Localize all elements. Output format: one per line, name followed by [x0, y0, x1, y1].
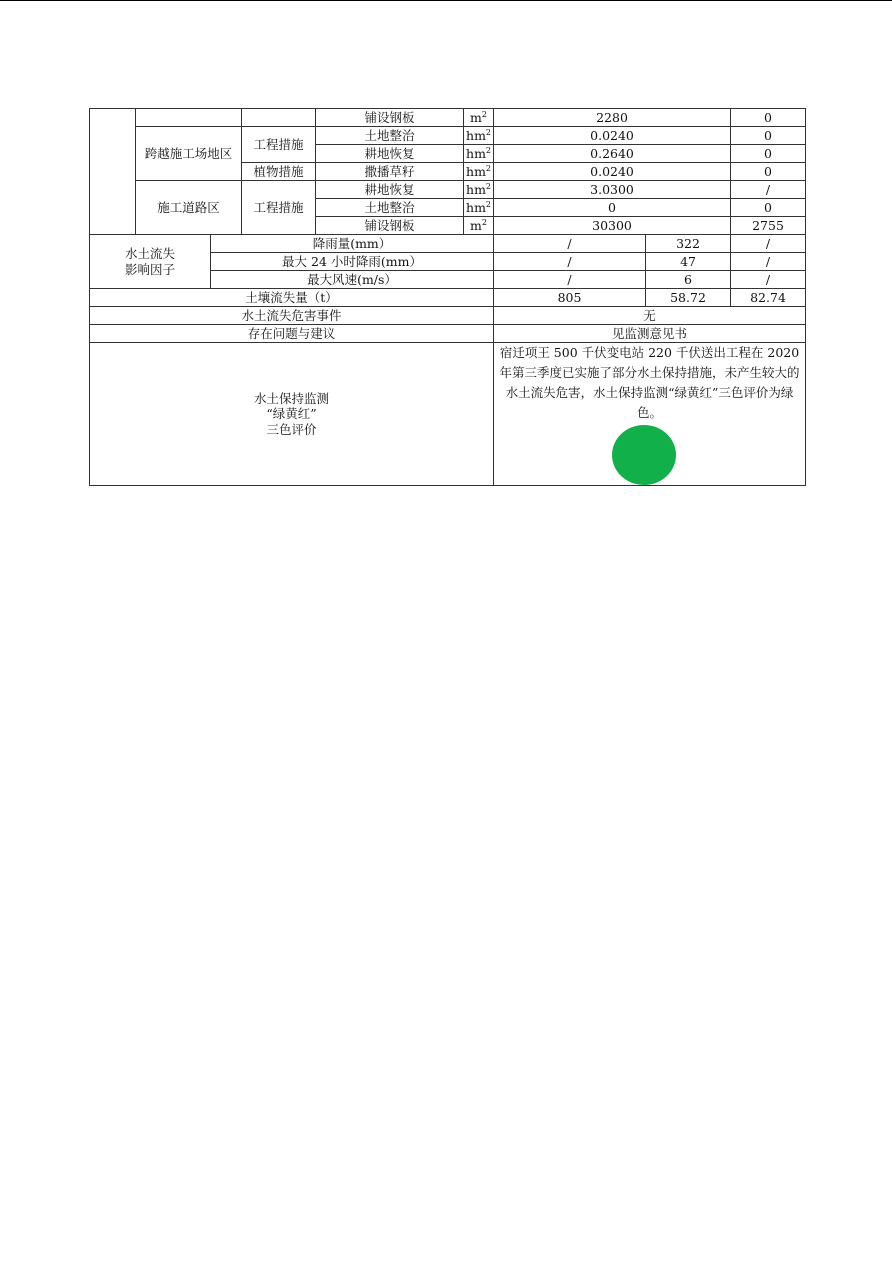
factor-label: 降雨量(mm）: [211, 235, 494, 253]
hazard-row: [90, 307, 806, 325]
unit-exponent: 2: [485, 163, 492, 173]
measure-item: 铺设钢板: [316, 109, 464, 127]
unit-base: hm: [466, 199, 486, 215]
soil-loss-value: 82.74: [731, 289, 806, 307]
factor-label: 最大风速(m/s）: [211, 271, 494, 289]
measure-row: [90, 127, 806, 145]
measure-unit: [464, 199, 494, 217]
completed-quantity: 0: [731, 109, 806, 127]
factor-value: /: [494, 253, 646, 271]
factor-row: [90, 235, 806, 253]
measure-item: 耕地恢复: [316, 181, 464, 199]
measure-item: 土地整治: [316, 127, 464, 145]
measure-type: 工程措施: [242, 181, 316, 235]
design-quantity: 30300: [494, 217, 731, 235]
issues-label: 存在问题与建议: [90, 325, 494, 343]
measure-unit: [464, 145, 494, 163]
unit-base: hm: [466, 181, 486, 197]
design-quantity: 0: [494, 199, 731, 217]
factor-value: /: [494, 271, 646, 289]
unit-base: hm: [466, 145, 486, 161]
factor-value: 6: [646, 271, 731, 289]
hazard-value: 无: [494, 307, 806, 325]
unit-base: m: [470, 109, 482, 125]
factors-section: [90, 235, 806, 486]
unit-exponent: 2: [485, 181, 492, 191]
evaluation-row: [90, 343, 806, 486]
measure-type: [242, 109, 316, 127]
issues-row: [90, 325, 806, 343]
design-quantity: 2280: [494, 109, 731, 127]
design-quantity: 0.2640: [494, 145, 731, 163]
design-quantity: 3.0300: [494, 181, 731, 199]
measure-item: 土地整治: [316, 199, 464, 217]
measure-row: [90, 181, 806, 199]
factors-label: 水土流失 影响因子: [90, 235, 211, 289]
factor-value: 322: [646, 235, 731, 253]
measure-unit: [464, 109, 494, 127]
measure-row: [90, 109, 806, 127]
monitoring-table: [89, 108, 806, 486]
factor-value: /: [731, 235, 806, 253]
unit-exponent: 2: [481, 217, 487, 227]
measure-type: 工程措施: [242, 127, 316, 163]
blank-category-cell: [90, 109, 136, 235]
completed-quantity: /: [731, 181, 806, 199]
unit-exponent: 2: [481, 109, 487, 119]
measures-section: [90, 109, 806, 235]
soil-loss-value: 805: [494, 289, 646, 307]
page-top-rule: [0, 0, 892, 1]
issues-value: 见监测意见书: [494, 325, 806, 343]
hazard-label: 水土流失危害事件: [90, 307, 494, 325]
measure-unit: [464, 163, 494, 181]
measure-item: 铺设钢板: [316, 217, 464, 235]
soil-loss-value: 58.72: [646, 289, 731, 307]
section-name: 跨越施工场地区: [136, 127, 242, 181]
green-rating-indicator: [612, 425, 676, 485]
factor-label: 最大 24 小时降雨(mm）: [211, 253, 494, 271]
unit-base: hm: [466, 127, 486, 143]
measure-item: 耕地恢复: [316, 145, 464, 163]
section-name: [136, 109, 242, 127]
unit-exponent: 2: [485, 127, 492, 137]
measure-item: 撒播草籽: [316, 163, 464, 181]
unit-base: m: [470, 217, 482, 233]
measure-unit: [464, 181, 494, 199]
completed-quantity: 0: [731, 145, 806, 163]
factor-value: /: [731, 253, 806, 271]
factor-value: /: [731, 271, 806, 289]
soil-loss-row: [90, 289, 806, 307]
evaluation-text: 宿迁项王 500 千伏变电站 220 千伏送出工程在 2020 年第三季度已实施了部分水土保持措施，未产生较大的水土流失危害，水土保持监测“绿黄红”三色评价为绿色。: [499, 345, 800, 420]
unit-exponent: 2: [485, 199, 492, 209]
completed-quantity: 0: [731, 199, 806, 217]
design-quantity: 0.0240: [494, 127, 731, 145]
completed-quantity: 0: [731, 127, 806, 145]
factor-value: /: [494, 235, 646, 253]
measure-type: 植物措施: [242, 163, 316, 181]
soil-loss-label: 土壤流失量（t）: [90, 289, 494, 307]
evaluation-note: [494, 343, 806, 486]
measure-unit: [464, 217, 494, 235]
unit-exponent: 2: [485, 145, 492, 155]
unit-base: hm: [466, 163, 486, 179]
factor-value: 47: [646, 253, 731, 271]
section-name: 施工道路区: [136, 181, 242, 235]
evaluation-label: 水土保持监测 “绿黄红” 三色评价: [90, 343, 494, 486]
design-quantity: 0.0240: [494, 163, 731, 181]
completed-quantity: 2755: [731, 217, 806, 235]
completed-quantity: 0: [731, 163, 806, 181]
measure-unit: [464, 127, 494, 145]
